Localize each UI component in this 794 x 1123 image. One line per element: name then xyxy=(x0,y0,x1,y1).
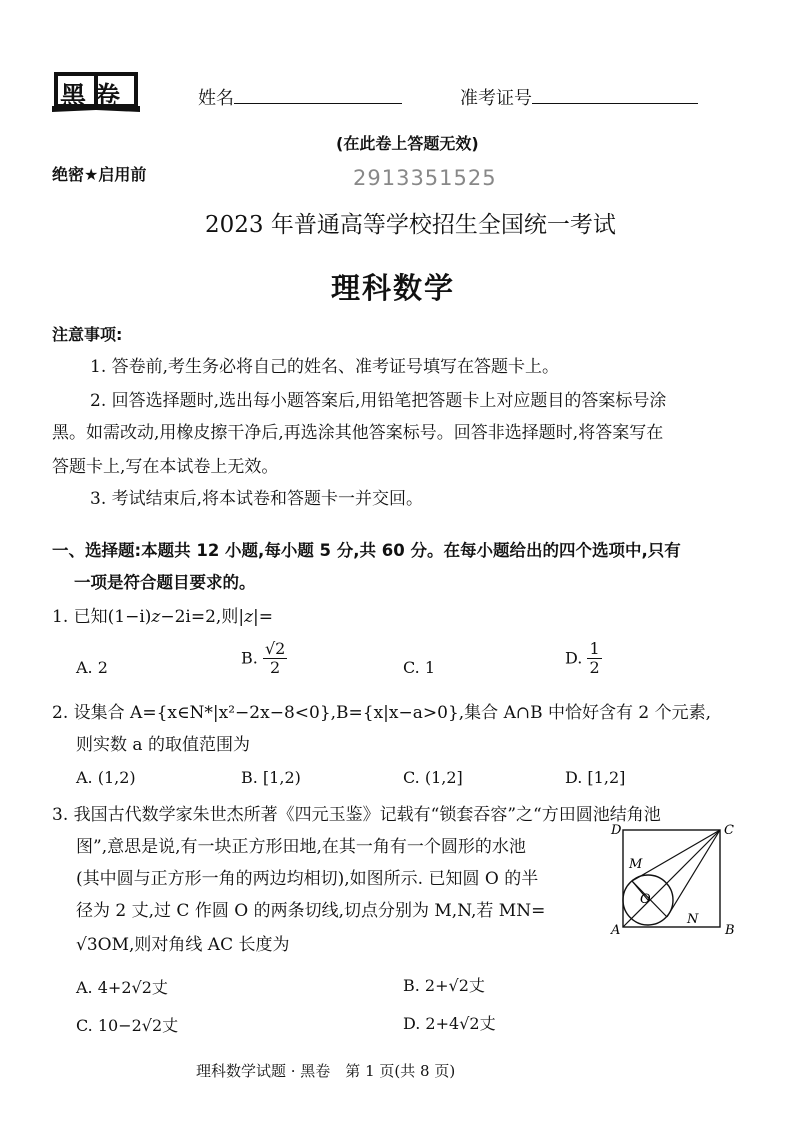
q3-option-c[interactable]: C. 10−2√2丈 xyxy=(76,1016,179,1035)
question-3-line-5: √3OM,则对角线 AC 长度为 xyxy=(76,935,290,955)
label-B: B xyxy=(725,923,735,938)
subject-title: 理科数学 xyxy=(331,271,456,305)
label-M: M xyxy=(629,857,643,872)
q2-option-b[interactable]: B. [1,2) xyxy=(241,768,301,787)
q1-option-a[interactable]: A. 2 xyxy=(76,658,108,677)
q1-option-c[interactable]: C. 1 xyxy=(403,658,436,677)
question-3-line-3: (其中圆与正方形一角的两边均相切),如图所示. 已知圆 O 的半 xyxy=(76,869,539,889)
label-C: C xyxy=(724,823,734,838)
q2-option-a[interactable]: A. (1,2) xyxy=(76,768,136,787)
notice-item-2-line-1: 2. 回答选择题时,选出每小题答案后,用铅笔把答题卡上对应题目的答案标号涂 xyxy=(90,391,667,411)
id-label: 准考证号 xyxy=(460,88,532,109)
name-field[interactable] xyxy=(198,84,402,110)
question-3-line-4: 径为 2 丈,过 C 作圆 O 的两条切线,切点分别为 M,N,若 MN= xyxy=(76,901,546,921)
id-field[interactable] xyxy=(460,84,698,110)
invalid-note: (在此卷上答题无效) xyxy=(336,134,479,153)
q1-option-b[interactable]: B. $\frac{√2}{2}$ xyxy=(241,639,286,677)
q3-option-b[interactable]: B. 2+√2丈 xyxy=(403,976,485,995)
name-label: 姓名 xyxy=(198,88,234,109)
label-N: N xyxy=(687,912,699,927)
notice-item-1: 1. 答卷前,考生务必将自己的姓名、准考证号填写在答题卡上。 xyxy=(90,357,560,377)
geometry-diagram xyxy=(608,822,740,938)
notice-item-2-line-2: 黑。如需改动,用橡皮擦干净后,再选涂其他答案标号。回答非选择题时,将答案写在 xyxy=(52,423,664,443)
question-3-line-1: 3. 我国古代数学家朱世杰所著《四元玉鉴》记载有“锁套吞容”之“方田圆池结角池 xyxy=(52,805,661,825)
q3-option-d[interactable]: D. 2+4√2丈 xyxy=(403,1014,496,1033)
question-1: 1. 已知(1−i)z−2i=2,则|z|= xyxy=(52,607,274,627)
q1-option-d[interactable]: D. $\frac{1}{2}$ xyxy=(565,639,600,677)
question-2-line-1: 2. 设集合 A={x∈N*|x²−2x−8<0},B={x|x−a>0},集合 A∩B 中恰好含有 2 个元素, xyxy=(52,703,712,723)
question-3-line-2: 图”,意思是说,有一块正方形田地,在其一角有一个圆形的水池 xyxy=(76,837,526,857)
q1-number: 1. xyxy=(52,607,69,627)
label-D: D xyxy=(611,823,622,838)
notice-item-2-line-3: 答题卡上,写在本试卷上无效。 xyxy=(52,457,279,477)
exam-title: 2023 年普通高等学校招生全国统一考试 xyxy=(205,212,616,238)
secret-mark: 绝密★启用前 xyxy=(52,165,147,184)
question-2-line-2: 则实数 a 的取值范围为 xyxy=(76,735,250,755)
section-heading-line-2: 一项是符合题目要求的。 xyxy=(74,573,256,592)
handwritten-number: 2913351525 xyxy=(353,166,497,190)
badge-text: 黑卷 xyxy=(60,82,129,112)
section-heading-line-1: 一、选择题:本题共 12 小题,每小题 5 分,共 60 分。在每小题给出的四个选项中,只有 xyxy=(52,541,681,560)
page-footer: 理科数学试题 · 黑卷 第 1 页(共 8 页) xyxy=(196,1062,456,1080)
q2-option-c[interactable]: C. (1,2] xyxy=(403,768,463,787)
q3-option-a[interactable]: A. 4+2√2丈 xyxy=(76,978,168,997)
notice-heading: 注意事项: xyxy=(52,325,123,344)
q2-option-d[interactable]: D. [1,2] xyxy=(565,768,626,787)
label-O: O xyxy=(640,892,651,907)
brand-badge xyxy=(50,70,142,114)
label-A: A xyxy=(611,923,621,938)
notice-item-3: 3. 考试结束后,将本试卷和答题卡一并交回。 xyxy=(90,489,424,509)
square-circle-figure xyxy=(608,822,740,938)
